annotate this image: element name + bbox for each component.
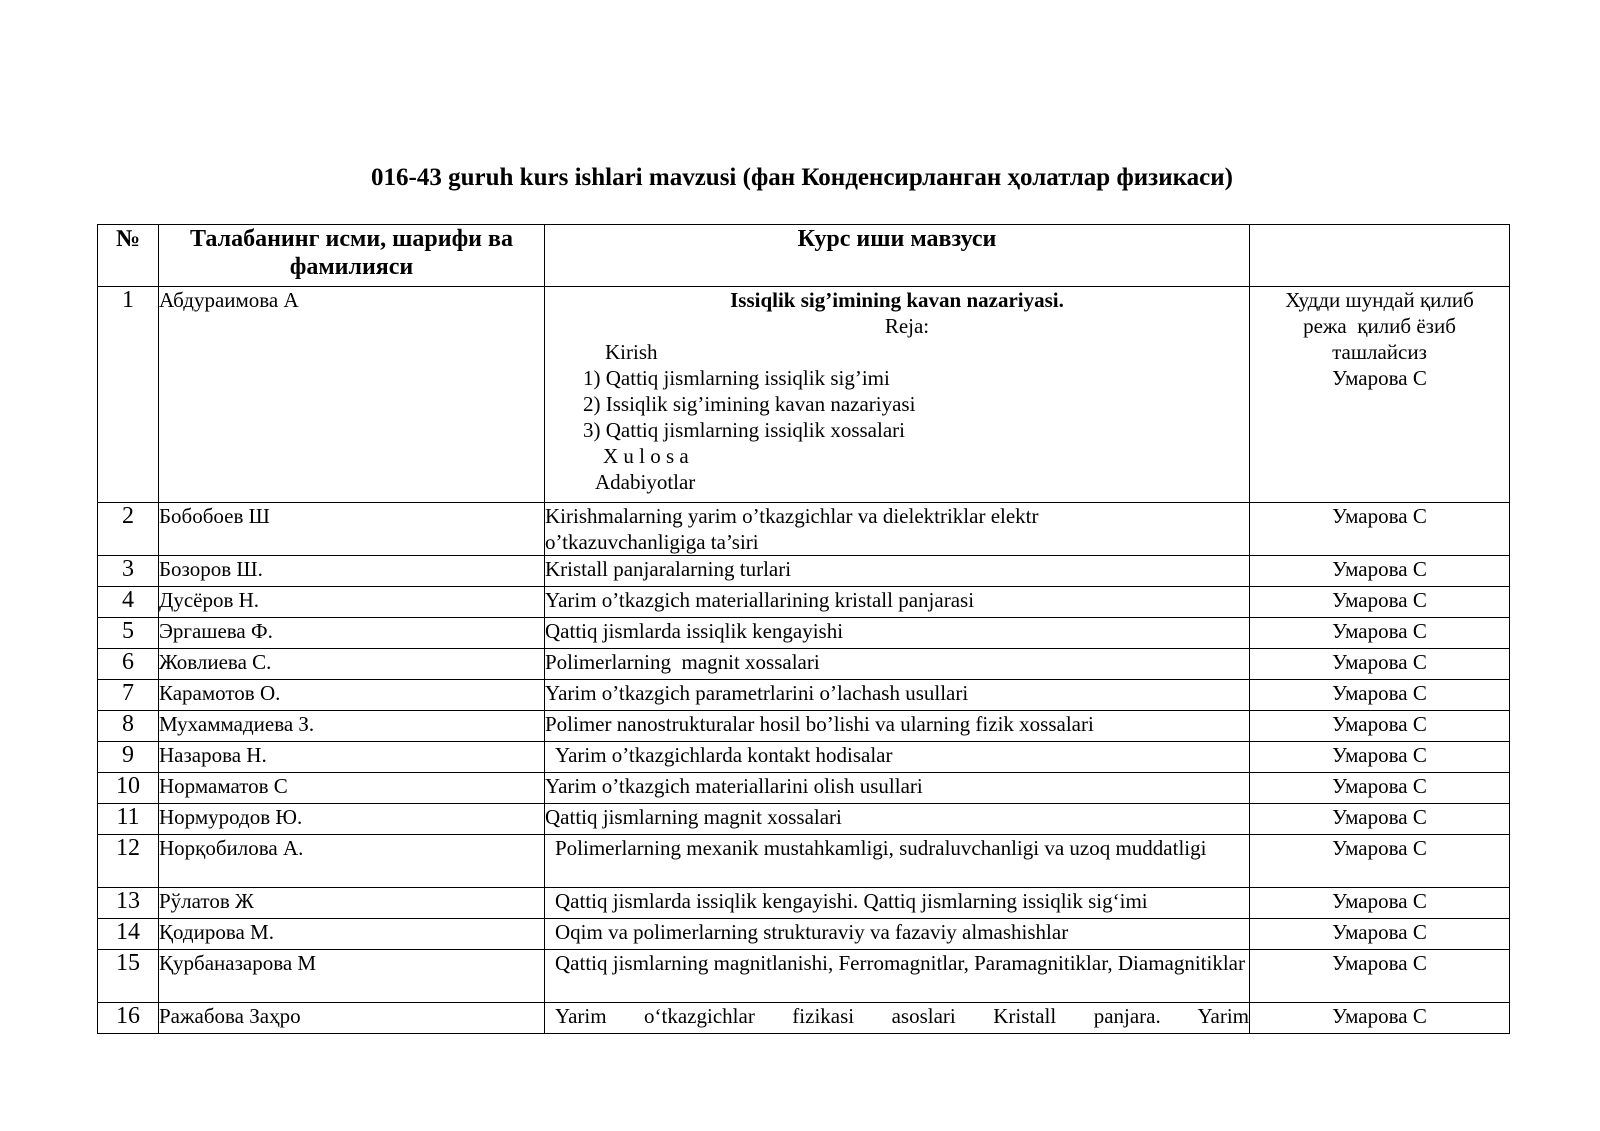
supervisor-name: Умарова С xyxy=(1250,503,1510,556)
course-topic: Qattiq jismlarda issiqlik kengayishi. Qattiq jismlarning issiqlik sig‘imi xyxy=(545,888,1250,919)
note-line: режа қилиб ёзиб xyxy=(1303,314,1456,338)
row-number: 1 xyxy=(98,287,159,503)
table-row xyxy=(98,804,1510,835)
course-topic: Polimerlarning mexanik mustahkamligi, sudraluvchanligi va uzoq muddatligi xyxy=(545,835,1250,888)
course-topics-table xyxy=(97,224,1510,1034)
supervisor-name: Умарова С xyxy=(1250,587,1510,618)
course-topic: Polimer nanostrukturalar hosil bo’lishi va ularning fizik xossalari xyxy=(545,711,1250,742)
course-topic: Yarim o‘tkazgichlar fizikasi asoslari Kristall panjara. Yarim xyxy=(545,1003,1250,1034)
student-name: Назарова Н. xyxy=(159,742,545,773)
supervisor-name: Умарова С xyxy=(1250,835,1510,888)
row-number: 10 xyxy=(98,773,159,804)
supervisor-name: Умарова С xyxy=(1250,804,1510,835)
table-row xyxy=(98,950,1510,1003)
header-supervisor xyxy=(1250,225,1510,287)
student-name: Жовлиева С. xyxy=(159,649,545,680)
student-name: Бозоров Ш. xyxy=(159,556,545,587)
supervisor-note xyxy=(1250,287,1510,503)
table-row xyxy=(98,680,1510,711)
plan-item: X u l o s a xyxy=(603,444,689,468)
note-line: Худди шундай қилиб xyxy=(1285,288,1474,312)
table-row xyxy=(98,742,1510,773)
plan-item: Kirish xyxy=(605,340,658,364)
table-row xyxy=(98,919,1510,950)
plan-item: 3) Qattiq jismlarning issiqlik xossalari xyxy=(583,418,905,442)
table-row xyxy=(98,618,1510,649)
course-topic: Qattiq jismlarning magnit xossalari xyxy=(545,804,1250,835)
supervisor-name: Умарова С xyxy=(1250,888,1510,919)
student-name: Карамотов О. xyxy=(159,680,545,711)
table-row xyxy=(98,773,1510,804)
row-number: 8 xyxy=(98,711,159,742)
table-row xyxy=(98,711,1510,742)
row-number: 7 xyxy=(98,680,159,711)
row-number: 14 xyxy=(98,919,159,950)
table-row xyxy=(98,649,1510,680)
supervisor-name: Умарова С xyxy=(1332,366,1427,390)
supervisor-name: Умарова С xyxy=(1250,711,1510,742)
course-topic: Oqim va polimerlarning strukturaviy va fazaviy almashishlar xyxy=(545,919,1250,950)
course-topic: Qattiq jismlarda issiqlik kengayishi xyxy=(545,618,1250,649)
header-student-name: Талабанинг исми, шарифи ва фамилияси xyxy=(159,225,545,287)
row-number: 11 xyxy=(98,804,159,835)
table-row xyxy=(98,287,1510,503)
student-name: Эргашева Ф. xyxy=(159,618,545,649)
row-number: 6 xyxy=(98,649,159,680)
course-topic: Yarim o’tkazgich materiallarini olish usullari xyxy=(545,773,1250,804)
student-name: Норқобилова А. xyxy=(159,835,545,888)
student-name: Қодирова М. xyxy=(159,919,545,950)
student-name: Рўлатов Ж xyxy=(159,888,545,919)
plan-item: 2) Issiqlik sig’imining kavan nazariyasi xyxy=(583,392,916,416)
table-row xyxy=(98,1003,1510,1034)
header-number: № xyxy=(98,225,159,287)
topic-title: Issiqlik sig’imining kavan nazariyasi. xyxy=(730,288,1064,312)
course-topic-with-plan xyxy=(545,287,1250,503)
student-name: Нормаматов С xyxy=(159,773,545,804)
course-topic: Yarim o’tkazgich materiallarining kristall panjarasi xyxy=(545,587,1250,618)
course-topic: Qattiq jismlarning magnitlanishi, Ferromagnitlar, Paramagnitiklar, Diamagnitiklar xyxy=(545,950,1250,1003)
supervisor-name: Умарова С xyxy=(1250,680,1510,711)
student-name: Бобобоев Ш xyxy=(159,503,545,556)
row-number: 3 xyxy=(98,556,159,587)
table-row xyxy=(98,503,1510,556)
student-name: Нормуродов Ю. xyxy=(159,804,545,835)
row-number: 2 xyxy=(98,503,159,556)
supervisor-name: Умарова С xyxy=(1250,773,1510,804)
row-number: 4 xyxy=(98,587,159,618)
student-name: Қурбаназарова М xyxy=(159,950,545,1003)
supervisor-name: Умарова С xyxy=(1250,1003,1510,1034)
plan-item: Adabiyotlar xyxy=(595,470,696,494)
table-row xyxy=(98,835,1510,888)
topic-text: Kirishmalarning yarim o’tkazgichlar va dielektriklar elektr o’tkazuvchanligiga ta’siri xyxy=(545,504,1039,554)
plan-label: Reja: xyxy=(884,314,930,338)
course-topic xyxy=(545,649,1250,680)
course-topic: Kristall panjaralarning turlari xyxy=(545,556,1250,587)
supervisor-name: Умарова С xyxy=(1250,649,1510,680)
supervisor-name: Умарова С xyxy=(1250,618,1510,649)
note-line: ташлайсиз xyxy=(1332,340,1427,364)
student-name: Дусёров Н. xyxy=(159,587,545,618)
document-title: 016-43 guruh kurs ishlari mavzusi (фан Конденсирланган ҳолатлар физикаси) xyxy=(371,164,1233,191)
supervisor-name: Умарова С xyxy=(1250,950,1510,1003)
row-number: 16 xyxy=(98,1003,159,1034)
student-name: Мухаммадиева З. xyxy=(159,711,545,742)
course-topic: Yarim o’tkazgichlarda kontakt hodisalar xyxy=(545,742,1250,773)
table-row xyxy=(98,888,1510,919)
supervisor-name: Умарова С xyxy=(1250,742,1510,773)
row-number: 12 xyxy=(98,835,159,888)
row-number: 13 xyxy=(98,888,159,919)
course-topic xyxy=(545,503,1250,556)
row-number: 15 xyxy=(98,950,159,1003)
student-name: Абдураимова А xyxy=(159,287,545,503)
table-row xyxy=(98,587,1510,618)
topic-text: Polimerlarning magnit xossalari xyxy=(545,650,820,674)
plan-item: 1) Qattiq jismlarning issiqlik sig’imi xyxy=(583,366,890,390)
table-header-row xyxy=(98,225,1510,287)
header-course-topic: Курс иши мавзуси xyxy=(545,225,1250,287)
course-topic: Yarim o’tkazgich parametrlarini o’lachash usullari xyxy=(545,680,1250,711)
row-number: 5 xyxy=(98,618,159,649)
supervisor-name: Умарова С xyxy=(1250,556,1510,587)
supervisor-name: Умарова С xyxy=(1250,919,1510,950)
student-name: Ражабова Заҳро xyxy=(159,1003,545,1034)
plan-list xyxy=(545,339,1249,495)
row-number: 9 xyxy=(98,742,159,773)
table-row xyxy=(98,556,1510,587)
